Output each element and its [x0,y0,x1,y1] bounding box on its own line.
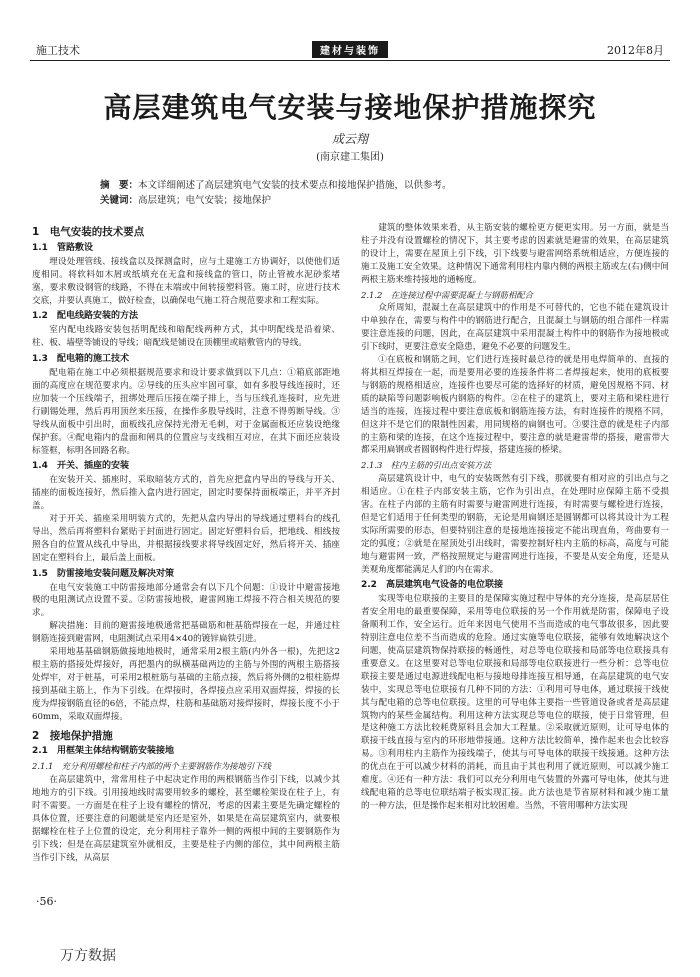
paragraph: 众所周知，混凝土在高层建筑中的作用是不可替代的，它也不能在建筑设计中单独存在，需要与构件中的钢筋进行配合，且混凝土与钢筋的组合部件一样需要注意连接的问题，因此，在高层建筑中采用混凝土构件中的钢筋作为接地极或引下线时，更要注意安全隐患，避免不必要的问题发生。 [361,303,669,353]
subsection-heading: 1.2 配电线路安装的方法 [32,311,138,322]
header-rule [30,60,670,61]
author: 成云翔 [331,132,368,146]
abstract-label: 摘 要： [100,180,139,191]
paragraph: 室内配电线路安装包括明配线和暗配线两种方式，其中明配线是沿着梁、柱、板、墙壁等铺设的导线；暗配线是铺设在顶棚里或暗敷管内的导线。 [32,325,340,349]
subsection-heading: 2.2 高层建筑电气设备的电位联接 [361,580,503,591]
journal-name: 建材与装饰 [312,41,388,58]
paragraph: 建筑的整体效果来看，从主筋安装的螺栓更方便更实用。另一方面，就是当柱子并没有设置螺栓的情况下，其主要考虑的因素就是避雷的效果，在高层建筑的设计上，需要在屋顶上引下线，引下线要与避雷网络系统相适应，方便连接的施工及施工安全效果。这种情况下通常利用柱内靠内侧的两根主筋或左(右)侧中间两根主筋来维持接地的通畅度。 [361,223,669,285]
subsection-heading: 2.1 用框架主体结构钢筋安装接地 [32,746,174,757]
journal-section: 施工技术 [36,44,80,57]
paragraph: ①在底板和钢筋之间，它们进行连接时最总待的就是用电焊简单的、直接的将其相互焊接在一起，而是要用必要的连接条件将二者焊接起来，使用的底板要与钢筋的规格相适应，连接件也要尽可能的选择好的材质，避免因规格不同、材质的缺陷等问题影响板内钢筋的构件。②在柱子的建筑上，要对主筋和梁柱进行适当的连接，连接过程中要注意底板和钢筋连接方法，有时连接件的规格不同，但这并不是它们的限制性因素，用同规格的扁钢也可。③要注意的就是柱子内部的主筋和梁的连接，在这个连接过程中，要注意的就是避雷带的搭接，避雷带大都采用扁钢或者圆钢构件进行焊接，搭建连接的桥梁。 [361,355,669,456]
abstract-block [100,178,600,208]
paragraph: 在安装开关、插座时，采取暗装方式的，首先应把盒内导出的导线与开关、插座的面板连接好，然后推入盒内进行固定，固定时要保持面板端正，并平齐封盖。 [32,475,340,512]
subsection-heading: 1.4 开关、插座的安装 [32,461,129,472]
paragraph: 在电气安装施工中防雷接地部分通常会有以下几个问题：①设计中避雷接地极的电阻测试点设置不妥。②防雷接地极，避雷网施工焊接不符合相关规范的要求。 [32,582,340,619]
subsubsection-heading: 2.1.1 充分利用螺栓和柱子内部的两个主要钢筋作为接地引下线 [32,761,272,772]
subsubsection-heading: 2.1.3 柱内主筋的引出点安装方法 [361,460,492,471]
paragraph: 高层建筑设计中，电气的安装既然有引下线，那就要有相对应的引出点与之相适应。①在柱子内部安装主筋，它作为引出点，在处理时应保障主筋不受损害。在柱子内部的主筋有时需要与避雷网进行连接，有时需要与螺栓进行连接，但是它们适用于任何类型的钢筋，无论是用扁钢还是圆钢都可以将其设计为工程实际所需要的形态，但要特别注意的是接地连接接定不能出现直角，弯曲要有一定的弧度；②就是在屋顶处引出线时，需要控制好柱内主筋的标高，高度与可能地与避雷网一致，严格按照规定与避雷网进行连接，不要是从安全角度，还是从美观角度都能满足人们的内在需求。 [361,474,669,575]
section-heading: 2 接地保护措施 [32,729,113,742]
page-header [36,42,664,58]
subsection-heading: 1.5 防雷接地安装问题及解决对策 [32,568,174,579]
section-heading: 1 电气安装的技术要点 [32,226,145,238]
abstract-text: 本文详细阐述了高层建筑电气安装的技术要点和接地保护措施，以供参考。 [138,180,452,191]
paragraph: 配电箱在施工中必须根据规范要求和设计要求做到以下几点：①箱底部距地面的高度应在规范要求内。②导线的压头应牢固可靠，如有多股导线连接时，还应加装一个压线端子，扭绑处理后压接在端子排上，当与压线孔连接时，应先进行刷锡处理，然后再用顶丝来压接，在操作多股导线时，注意不得剪断导线。③导线从面板中引出时，面板线孔应保持光滑无毛刺，对于金属面板还应装设绝缘保护套。④配电箱内的盘面和闸具的位置应与支线相互对应，在其下面还应装设标签框，标明各回路名称。 [32,368,340,456]
left-column [32,220,340,863]
subsection-heading: 1.3 配电箱的施工技术 [32,354,129,365]
affiliation: (南京建工集团) [316,152,384,163]
paragraph: 对于开关、插座采用明装方式的，先把从盒内导出的导线通过塑料台的线孔导出，然后再将塑料台紧贴于封面进行固定。固定好塑料台后，把地线、相线按照各自的位置从线孔中导出，并根据接线要求将导线固定好，然后将开关、插座固定在塑料台上，最后盖上面板。 [32,514,340,563]
page-number: ·56· [36,895,57,908]
issue-date: 2012年8月 [607,44,664,57]
subsection-heading: 1.1 管路敷设 [32,242,93,253]
paragraph: 埋设处理管线、接线盒以及探测盒时，应与土建施工方协调好，以使他们适度相同。将软料如木屑或纸填充在无盒和接线盒的管口，防止管被水泥砂浆堵塞，要求敷设钢管的线路，不得在末端或中间转接塑料管。施工时，应进行技术交底，并要认真施工，做好检查，以确保电气施工符合规范要求和工程实际。 [32,256,340,306]
paragraph: 采用地基基础钢筋做接地地极时，通常采用2根主筋(内外各一根)，先把这2根主筋的搭接处焊接好，再把墨内的纵横基础两边的主筋与外围的两根主筋搭接处焊牢，对于桩基，可采用2根桩筋与基础的主筋点接，然后将外侧的2根柱筋焊接到基础主筋上，作为下引线。在焊接时，各焊接点应采用双面焊接，焊接的长度为焊接钢筋直径的6倍，不能点焊，柱筋和基础筋对接焊接时，焊接长度不小于60mm，采取双面焊接。 [32,647,340,722]
paragraph: 实现等电位联接的主要目的是保障实施过程中导体的充分连接，是高层居住者安全用电的最重要保障，采用等电位联接的另一个作用就是防雷，保障电子设备顺利工作，安全运行。近年来因电气使用不当而造成的电气事故很多，因此要特别注意电位差不当而造成的危险。通过实施等电位联接，能够有效地解决这个问题，使高层建筑物保持联接的畅通性，对总等电位联接和局部等电位联接具有重要意义。在这里要对总等电位联接和局部等电位联接进行一些分析：总等电位联接主要是通过电源进线配电柜与接地母排连接互相导通，在高层建筑的电气安装中，实现总等电位联接有几种不同的方法：①利用可导电体，通过联接干线使其与配电箱的总等电位联接。这里的可导电体主要指一些管道设备或者是高层建筑物内的某些金属结构。利用这种方法实现总等电位的联接，使于日常管理，但是这种施工方法比较耗费原料且会加大工程量。②采取就近原则，让可导电体的联接干线直接与室内的环形地带接通。这种方法比较简单，操作起来也会比较容易。③利用柱内主筋作为接线端子，使其与可导电体的联接干线接通。这种方法的优点在于可以减少材料的消耗，而且由于其也利用了就近原则，可以减少施工难度。④还有一种方法：我们可以充分利用电气装置的外露可导电体，使其与进线配电箱的总等电位联结端子板实现汇接。此方法也是节省原材料和减少施工量的一种方法，但是操作起来相对比较困难。当然，不管用哪种方法实现 [361,594,669,811]
keywords-label: 关键词： [100,195,139,206]
subsubsection-heading: 2.1.2 在连接过程中需要混凝土与钢筋相配合 [361,289,534,300]
paper-title: 高层建筑电气安装与接地保护措施探究 [103,91,597,124]
keywords-text: 高层建筑；电气安装；接地保护 [138,195,272,206]
database-watermark: 万方数据 [60,948,116,964]
paragraph: 在高层建筑中，常常用柱子中起决定作用的两根钢筋当作引下线，以减少其地地方的引下线。引用接地线时需要用较多的螺栓，甚至螺栓架设在柱子上，有时不需要。一方面是在柱子上设有螺栓的情况，考虑的因素主要是先确定螺栓的具体位置，还要注意的问题就是室内还是室外，如果是在高层建筑室内，就要根据螺栓在柱子上位置的设定，充分利用柱子靠外一侧的两根中间的主要钢筋作为引下线；但是在高层建筑室外就相反，主要是柱子内侧的部位，其中间两根主筋当作引下线，从高层 [32,775,340,863]
paragraph: 解决措施：目前的避雷接地极通常把基础筋和桩基筋焊接在一起，并通过柱钢筋连接到避雷网，电阻测试点采用4×40的镀锌扁铁引进。 [32,621,340,645]
right-column [361,222,669,857]
